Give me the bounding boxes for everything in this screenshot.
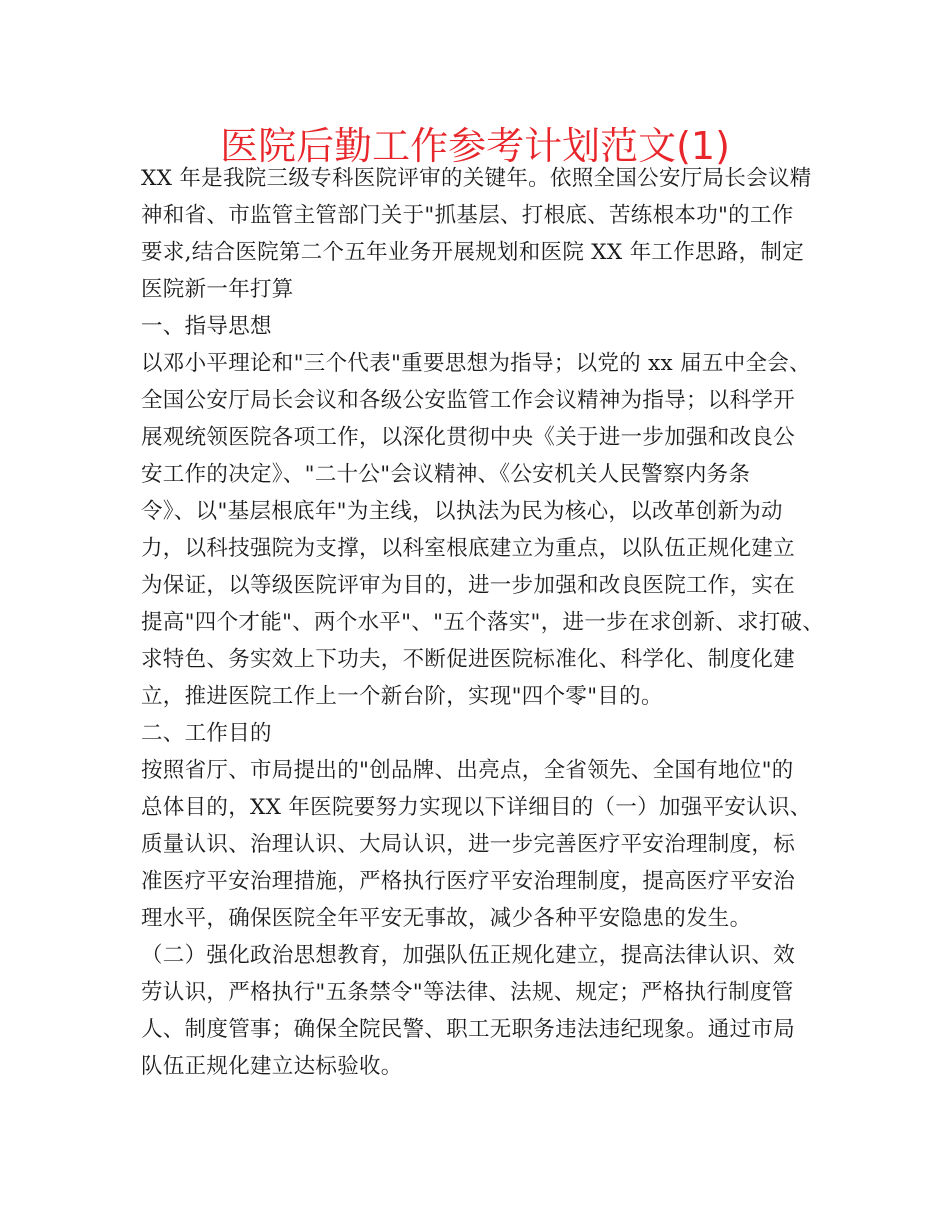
text-line: 以邓小平理论和"三个代表"重要思想为指导；以党的 xx 届五中全会、	[141, 351, 811, 376]
text-line: 医院新一年打算	[141, 277, 294, 302]
text-line: 全国公安厅局长会议和各级公安监管工作会议精神为指导；以科学开	[141, 388, 796, 413]
text-line: 力，以科技强院为支撑，以科室根底建立为重点，以队伍正规化建立	[141, 536, 796, 561]
text-line: 求特色、务实效上下功夫，不断促进医院标准化、科学化、制度化建	[141, 647, 796, 672]
document-title: 医院后勤工作参考计划范文(1)	[220, 124, 730, 168]
document-body	[141, 160, 825, 1085]
text-line: 质量认识、治理认识、大局认识，进一步完善医疗平安治理制度，标	[141, 832, 796, 857]
text-line: 提高"四个才能"、两个水平"、"五个落实"，进一步在求创新、求打破、	[141, 610, 825, 635]
text-line: 令》、以"基层根底年"为主线，以执法为民为核心，以改革创新为动	[141, 499, 783, 524]
text-line: 理水平，确保医院全年平安无事故，减少各种平安隐患的发生。	[141, 906, 752, 931]
text-line: 二、工作目的	[141, 721, 272, 746]
text-line: XX 年是我院三级专科医院评审的关键年。依照全国公安厅局长会议精	[141, 166, 812, 191]
text-line: 安工作的决定》、"二十公"会议精神、《公安机关人民警察内务条	[141, 462, 751, 487]
text-line: 总体目的，XX 年医院要努力实现以下详细目的（一）加强平安认识、	[141, 795, 812, 820]
text-line: 展观统领医院各项工作，以深化贯彻中央《关于进一步加强和改良公	[141, 425, 796, 450]
text-line: 人、制度管事；确保全院民警、职工无职务违法违纪现象。通过市局	[141, 1017, 796, 1042]
text-line: 队伍正规化建立达标验收。	[141, 1054, 403, 1079]
text-line: （二）强化政治思想教育，加强队伍正规化建立，提高法律认识、效	[141, 943, 796, 968]
text-line: 要求,结合医院第二个五年业务开展规划和医院 XX 年工作思路，制定	[141, 240, 805, 265]
text-line: 准医疗平安治理措施，严格执行医疗平安治理制度，提高医疗平安治	[141, 869, 796, 894]
text-line: 劳认识，严格执行"五条禁令"等法律、法规、规定；严格执行制度管	[141, 980, 794, 1005]
text-line: 一、指导思想	[141, 314, 272, 339]
text-line: 神和省、市监管主管部门关于"抓基层、打根底、苦练根本功"的工作	[141, 203, 794, 228]
text-line: 立，推进医院工作上一个新台阶，实现"四个零"目的。	[141, 684, 663, 709]
text-line: 按照省厅、市局提出的"创品牌、出亮点，全省领先、全国有地位"的	[141, 758, 794, 783]
text-line: 为保证，以等级医院评审为目的，进一步加强和改良医院工作，实在	[141, 573, 796, 598]
